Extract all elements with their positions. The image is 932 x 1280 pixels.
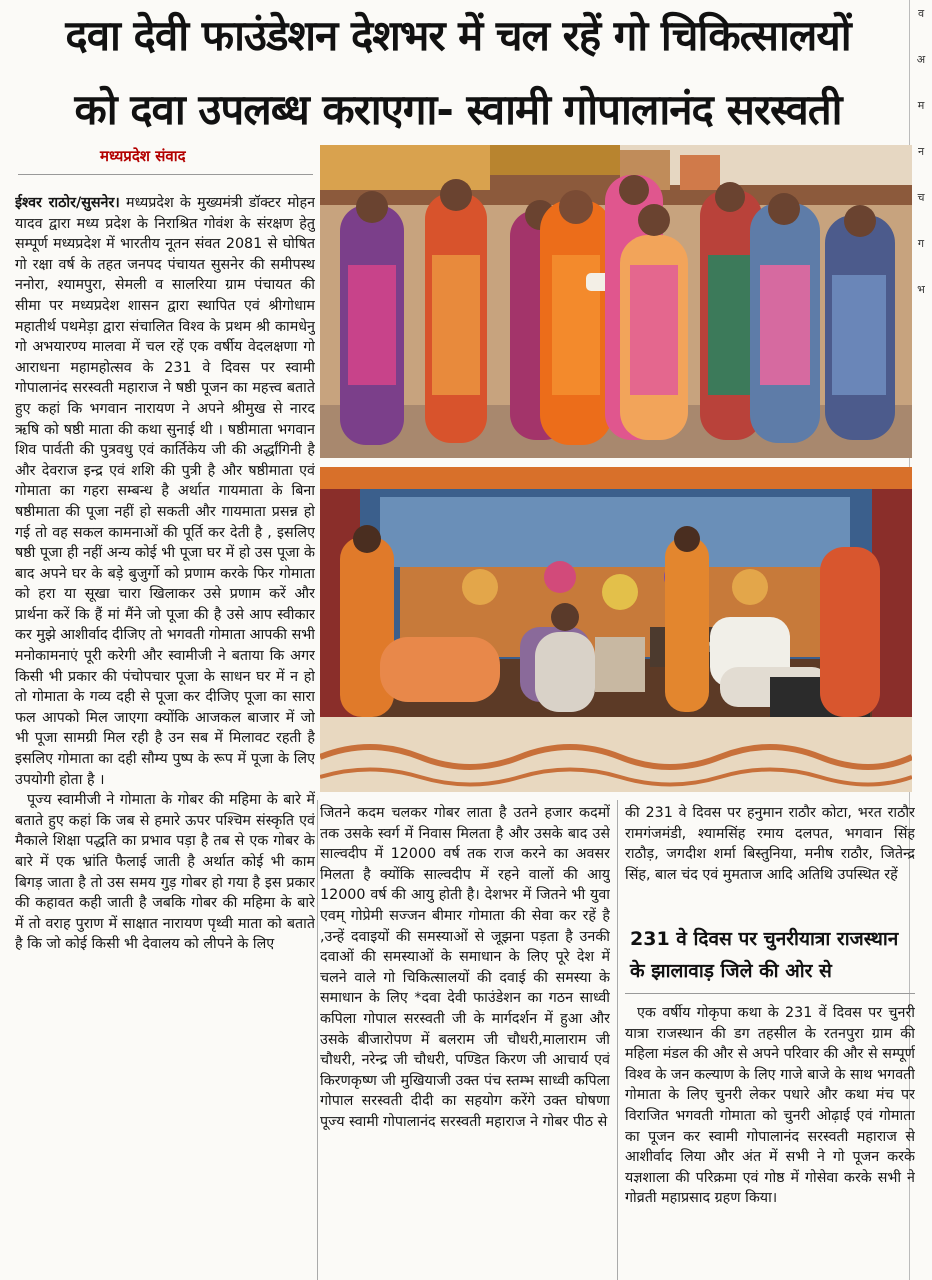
photo-women-group: [320, 145, 912, 458]
paragraph-2: पूज्य स्वामीजी ने गोमाता के गोबर की महिमा के बारे में बताते हुए कहां कि जब से हमारे ऊपर पश्चिम संस्कृति एवं मैकाले शिक्षा पद्धति का प्रभाव पड़ा है तब से एक गोबर के बारे में एक भ्रांति फैलाई जाती है अर्थात कोई भी काम बिगड़ जाता है तो उस समय गुड़ गोबर हो गया है इस प्रकार की कहावत कही जाती है जबकि गोबर की महिमा के बारे में तो वराह पुराण में साक्षात नारायण पृथ्वी माता को बताते है कि जो कोई किसी भी देवालय को लीपने के लिए: [15, 792, 315, 953]
photo-stage-ceremony: [320, 467, 912, 792]
paragraph-1: मध्यप्रदेश के मुख्यमंत्री डॉक्टर मोहन यादव द्वारा मध्य प्रदेश के निराश्रित गोवंश के संरक्षण हेतु सम्पूर्ण मध्यप्रदेश में भारतीय नूतन संवत 2081 से घोषित गो रक्षा वर्ष के तहत जनपद पंचायत सुसनेर की समीपस्थ ननोरा, श्यामपुरा, सेमली व सालरिया ग्राम पंचायत की सीमा पर मध्यप्रदेश शासन द्वारा स्थापित एवं श्रीगोधाम महातीर्थ पथमेड़ा द्वारा संचालित विश्व के प्रथम श्री कामधेनु गो अभयारण्य मालवा में चल रहें एक वर्षीय वेदलक्षणा गो आराधना महामहोत्सव के 231 वे दिवस पर स्वामी गोपालानंद सरस्वती महाराज ने षष्ठी पूजन का महत्त्व बताते हुए कहां कि भगवान नारायण ने अपने श्रीमुख से नारद ऋषि को षष्ठी माता की कथा सुनाई थी । षष्ठीमाता भगवान शिव पार्वती की पुत्रवधु एवं कार्तिकेय जी की अर्द्धांगिनी है और देवराज इन्द्र एवं शशि की पुत्री है और षष्ठीमाता एवं गोमाता का गहरा सम्बन्ध है अर्थात गायमाता के बिना षष्ठीमाता की पूजा नहीं हो सकती और गायमाता प्रसन्न हो गई तो वह सकल कामनाओं की पूर्ति कर देती है , इसलिए षष्ठी पूजा ही नहीं अन्य कोई भी पूजा घर में हो उस पूजा के बाद अपने घर के बड़े बुजुर्गो को प्रणाम करके फिर गोमाता को हरा या सूखा चारा खिलाकर उसे प्रणाम करें और प्रार्थना करें कि हैं मां मैंने जो पूजा की है उसे आप स्वीकार कर मुझे आशीर्वाद दीजिए तो भगवती गोमाता आपकी सभी मनोकामनाएं पूरी करेगी और स्वामीजी ने बताया कि अगर किसी भी प्रकार की पंचोपचार पूजा के साधन घर में न हो तो गोमाता के गव्य दही से पूजा कर दीजिए पूजा का सारा फल आपको मिल जाएगा क्योंकि आजकल बाजार में जो भी पूजा सामग्री मिल रही है उन सब में मिलावट रहती है इसलिए गोमाता का दही सौम्य पुष्प के रूप में पूजा के लिए उपयोगी होता है ।: [15, 195, 315, 788]
column-divider: [317, 800, 318, 1280]
edge-glyph: न: [917, 145, 925, 158]
article-column-1: [15, 193, 315, 1280]
edge-glyph: व: [917, 7, 925, 20]
headline-line-1: दवा देवी फाउंडेशन देशभर में चल रहें गो चिकित्सालयों: [65, 11, 851, 60]
section-divider: [18, 174, 313, 175]
edge-glyph: म: [917, 99, 925, 112]
paragraph-5: एक वर्षीय गोकृपा कथा के 231 वें दिवस पर चुनरी यात्रा राजस्थान की डग तहसील के रतनपुरा ग्राम की महिला मंडल की और से अपने परिवार की और से सम्पूर्ण विश्व के जन कल्याण के लिए गाजे बाजे के साथ भगवती गोमाता के लिए चुनरी लेकर पधारे और कथा मंच पर विराजित भगवती गोमाता को चुनरी ओढ़ाई एवं गोमाता का पूजन कर स्वामी गोपालानंद सरस्वती महाराज से आशीर्वाद लिया और अंत में सभी ने गो पूजन करके यज्ञशाला की परिक्रमा एवं गोष्ठ में गोसेवा करके सभी ने गोव्रती महाप्रसाद ग्रहण किया।: [625, 1005, 915, 1207]
article-column-3-bottom: [625, 1003, 915, 1280]
subheadline: 231 वे दिवस पर चुनरीयात्रा राजस्थान के झालावाड़ जिले की ओर से: [630, 928, 899, 982]
article-column-2: [320, 803, 610, 1280]
edge-glyph: भ: [917, 283, 925, 296]
subhead-divider: [625, 993, 915, 994]
headline-line-2: को दवा उपलब्ध कराएगा- स्वामी गोपालानंद सरस्वती: [74, 85, 842, 134]
paragraph-4: की 231 वे दिवस पर हनुमान राठौर कोटा, भरत राठौर रामगंजमंडी, श्यामसिंह रमाय दलपत, भगवान सिंह राठौड़, जगदीश शर्मा बिस्तुनिया, मनीष राठौर, जितेन्द्र सिंह, बाल चंद एवं मुमताज आदि अतिथि उपस्थित रहें: [625, 805, 915, 883]
article-column-3-top: [625, 803, 915, 913]
section-label: मध्यप्रदेश संवाद: [100, 147, 186, 165]
column-divider: [617, 800, 618, 1280]
edge-glyph: अ: [916, 53, 926, 66]
paragraph-3: जितने कदम चलकर गोबर लाता है उतने हजार कदमों तक उसके स्वर्ग में निवास मिलता है और उसके बाद उसे साल्वदीप में 12000 वर्ष तक राज करने का अवसर मिलता है क्योंकि साल्वदीप में रहने वालों की आयु 12000 वर्ष की आयु होती है। देशभर में जितने भी युवा एवम् गोप्रेमी सज्जन बीमार गोमाता की सेवा कर रहें है ,उन्हें दवाइयों की समस्याओं से जूझना पड़ता है उनकी दवाओं की समस्याओं के समाधान के लिए पूरे देश में चलने वाले गो चिकित्सालयों की दवाई की समस्या के समाधान के लिए *दवा देवी फाउंडेशन का गठन साध्वी कपिला गोपाल सरस्वती जी के मार्गदर्शन में हुआ और उसके बीजारोपण में बलराम जी चौधरी,मालाराम जी चौधरी, नरेन्द्र जी चौधरी, पण्डित किरण जी आचार्य एवं किरणकृष्ण जी मुखियाजी उक्त पंच स्तम्भ साध्वी कपिला गोपाल सरस्वती दीदी का सहयोग करेंगे उक्त घोषणा पूज्य स्वामी गोपालानंद सरस्वती महाराज ने गोबर पीठ से: [320, 805, 610, 1130]
edge-glyph: च: [917, 191, 925, 204]
byline: ईश्वर राठोर/सुसनेर।: [15, 195, 120, 211]
edge-glyph: ग: [917, 237, 925, 250]
